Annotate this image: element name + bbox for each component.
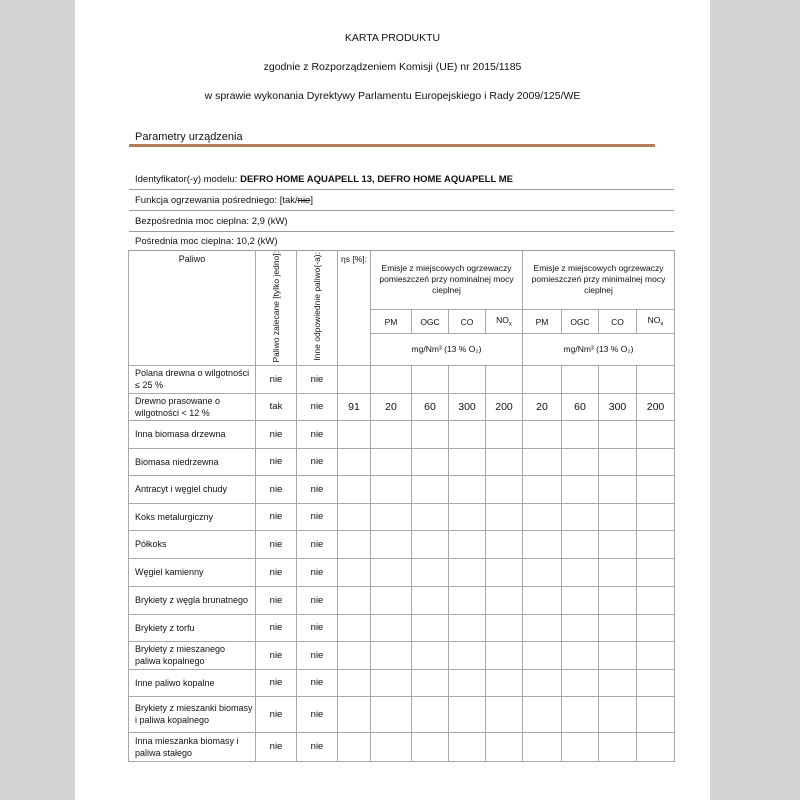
header-minimal-ogc: OGC bbox=[562, 309, 599, 333]
nominal-nox-value bbox=[486, 503, 523, 530]
direct-heat-output-row: Bezpośrednia moc cieplna: 2,9 (kW) bbox=[129, 212, 674, 232]
fuel-name: Drewno prasowane o wilgotności < 12 % bbox=[129, 393, 256, 420]
nominal-co-value bbox=[449, 475, 486, 503]
nominal-pm-value bbox=[371, 448, 412, 475]
efficiency-value bbox=[338, 503, 371, 530]
efficiency-value bbox=[338, 420, 371, 448]
header-minimal-nox: $NO_x$ bbox=[637, 309, 675, 333]
preferred-fuel-value: nie bbox=[256, 696, 297, 732]
minimal-ogc-value bbox=[562, 448, 599, 475]
efficiency-value bbox=[338, 558, 371, 586]
fuel-name: Brykiety z mieszanki biomasy i paliwa kopalnego bbox=[129, 696, 256, 732]
nominal-nox-value bbox=[486, 448, 523, 475]
fuel-row bbox=[129, 641, 675, 669]
nominal-ogc-value bbox=[412, 558, 449, 586]
other-fuel-value: nie bbox=[297, 365, 338, 393]
minimal-co-value bbox=[599, 669, 637, 696]
fuel-row bbox=[129, 732, 675, 761]
efficiency-value bbox=[338, 696, 371, 732]
minimal-nox-value bbox=[637, 503, 675, 530]
minimal-ogc-value bbox=[562, 365, 599, 393]
other-fuel-value: nie bbox=[297, 393, 338, 420]
minimal-pm-value bbox=[523, 420, 562, 448]
preferred-fuel-value: nie bbox=[256, 641, 297, 669]
efficiency-value bbox=[338, 641, 371, 669]
nominal-ogc-value bbox=[412, 696, 449, 732]
minimal-ogc-value bbox=[562, 641, 599, 669]
minimal-ogc-value: 60 bbox=[562, 393, 599, 420]
nominal-ogc-value bbox=[412, 641, 449, 669]
other-fuel-value: nie bbox=[297, 641, 338, 669]
minimal-nox-value bbox=[637, 558, 675, 586]
minimal-ogc-value bbox=[562, 475, 599, 503]
minimal-co-value bbox=[599, 732, 637, 761]
nominal-ogc-value bbox=[412, 614, 449, 641]
minimal-nox-value bbox=[637, 365, 675, 393]
fuel-row bbox=[129, 614, 675, 641]
indirect-heating-end: ] bbox=[310, 195, 313, 206]
nominal-ogc-value bbox=[412, 365, 449, 393]
nominal-nox-value bbox=[486, 732, 523, 761]
minimal-pm-value bbox=[523, 530, 562, 558]
minimal-pm-value: 20 bbox=[523, 393, 562, 420]
efficiency-value bbox=[338, 669, 371, 696]
efficiency-value bbox=[338, 448, 371, 475]
header-nominal-co: CO bbox=[449, 309, 486, 333]
preferred-fuel-value: nie bbox=[256, 732, 297, 761]
preferred-fuel-value: tak bbox=[256, 393, 297, 420]
document-subtitle-directive: w sprawie wykonania Dyrektywy Parlamentu Europejskiego i Rady 2009/125/WE bbox=[204, 90, 581, 102]
fuel-name: Węgiel kamienny bbox=[129, 558, 256, 586]
nominal-pm-value bbox=[371, 732, 412, 761]
efficiency-value: 91 bbox=[338, 393, 371, 420]
nominal-nox-value bbox=[486, 365, 523, 393]
fuel-row bbox=[129, 475, 675, 503]
minimal-nox-value bbox=[637, 614, 675, 641]
nominal-co-value bbox=[449, 614, 486, 641]
preferred-fuel-value: nie bbox=[256, 586, 297, 614]
fuel-row bbox=[129, 448, 675, 475]
nominal-pm-value bbox=[371, 641, 412, 669]
other-fuel-value: nie bbox=[297, 503, 338, 530]
other-fuel-value: nie bbox=[297, 614, 338, 641]
nominal-co-value bbox=[449, 732, 486, 761]
nominal-pm-value bbox=[371, 420, 412, 448]
minimal-pm-value bbox=[523, 365, 562, 393]
nominal-ogc-value bbox=[412, 503, 449, 530]
efficiency-value bbox=[338, 732, 371, 761]
minimal-co-value bbox=[599, 641, 637, 669]
fuel-name: Polana drewna o wilgotności ≤ 25 % bbox=[129, 365, 256, 393]
fuel-row bbox=[129, 558, 675, 586]
header-preferred-fuel-text: Paliwo zalecane [tylko jedno]: bbox=[271, 251, 281, 363]
efficiency-value bbox=[338, 475, 371, 503]
nominal-nox-value bbox=[486, 641, 523, 669]
header-preferred-fuel bbox=[256, 251, 297, 366]
minimal-co-value bbox=[599, 530, 637, 558]
minimal-nox-value bbox=[637, 641, 675, 669]
minimal-co-value bbox=[599, 586, 637, 614]
nominal-nox-value bbox=[486, 669, 523, 696]
fuel-name: Brykiety z węgla brunatnego bbox=[129, 586, 256, 614]
minimal-ogc-value bbox=[562, 558, 599, 586]
header-efficiency: ηs [%]: bbox=[338, 251, 371, 366]
efficiency-value bbox=[338, 365, 371, 393]
nominal-pm-value bbox=[371, 503, 412, 530]
fuel-name: Inna mieszanka biomasy i paliwa stałego bbox=[129, 732, 256, 761]
nominal-pm-value bbox=[371, 669, 412, 696]
preferred-fuel-value: nie bbox=[256, 475, 297, 503]
minimal-pm-value bbox=[523, 696, 562, 732]
document-page bbox=[75, 0, 710, 800]
minimal-nox-value bbox=[637, 475, 675, 503]
indirect-heating-label: Funkcja ogrzewania pośredniego: [tak/ bbox=[135, 195, 298, 206]
nominal-pm-value bbox=[371, 365, 412, 393]
nominal-co-value: 300 bbox=[449, 393, 486, 420]
nominal-nox-value bbox=[486, 558, 523, 586]
header-nominal-nox: $NO_x$ bbox=[486, 309, 523, 333]
nominal-pm-value bbox=[371, 614, 412, 641]
header-fuel: Paliwo bbox=[129, 251, 256, 366]
header-minimal-co: CO bbox=[599, 309, 637, 333]
nominal-nox-value bbox=[486, 420, 523, 448]
nominal-ogc-value bbox=[412, 448, 449, 475]
nominal-co-value bbox=[449, 530, 486, 558]
header-other-fuel bbox=[297, 251, 338, 366]
nox-subscript: x bbox=[660, 321, 664, 328]
nominal-pm-value bbox=[371, 558, 412, 586]
minimal-nox-value bbox=[637, 732, 675, 761]
minimal-co-value bbox=[599, 448, 637, 475]
header-nominal-pm: PM bbox=[371, 309, 412, 333]
preferred-fuel-value: nie bbox=[256, 420, 297, 448]
nominal-co-value bbox=[449, 696, 486, 732]
section-heading: Parametry urządzenia bbox=[135, 131, 243, 143]
minimal-pm-value bbox=[523, 614, 562, 641]
nominal-co-value bbox=[449, 365, 486, 393]
minimal-nox-value bbox=[637, 448, 675, 475]
other-fuel-value: nie bbox=[297, 530, 338, 558]
minimal-ogc-value bbox=[562, 696, 599, 732]
other-fuel-value: nie bbox=[297, 732, 338, 761]
minimal-ogc-value bbox=[562, 503, 599, 530]
minimal-nox-value bbox=[637, 669, 675, 696]
fuel-name: Półkoks bbox=[129, 530, 256, 558]
nominal-co-value bbox=[449, 641, 486, 669]
fuel-emissions-table bbox=[128, 250, 675, 762]
other-fuel-value: nie bbox=[297, 586, 338, 614]
header-nominal-emissions: Emisje z miejscowych ogrzewaczy pomieszczeń przy nominalnej mocy cieplnej bbox=[371, 251, 523, 310]
nominal-co-value bbox=[449, 669, 486, 696]
fuel-name: Antracyt i węgiel chudy bbox=[129, 475, 256, 503]
nominal-ogc-value bbox=[412, 475, 449, 503]
fuel-name: Brykiety z mieszanego paliwa kopalnego bbox=[129, 641, 256, 669]
nominal-nox-value bbox=[486, 586, 523, 614]
minimal-pm-value bbox=[523, 732, 562, 761]
nominal-nox-value bbox=[486, 475, 523, 503]
header-other-fuel-text: Inne odpowiednie paliwo(-a): bbox=[312, 252, 322, 362]
nominal-ogc-value bbox=[412, 669, 449, 696]
nominal-nox-value bbox=[486, 696, 523, 732]
indirect-heat-output-row: Pośrednia moc cieplna: 10,2 (kW) bbox=[135, 236, 278, 247]
minimal-co-value bbox=[599, 614, 637, 641]
minimal-ogc-value bbox=[562, 586, 599, 614]
minimal-ogc-value bbox=[562, 732, 599, 761]
minimal-co-value bbox=[599, 696, 637, 732]
fuel-name: Inna biomasa drzewna bbox=[129, 420, 256, 448]
minimal-co-value: 300 bbox=[599, 393, 637, 420]
minimal-nox-value bbox=[637, 586, 675, 614]
fuel-row bbox=[129, 669, 675, 696]
nominal-co-value bbox=[449, 586, 486, 614]
minimal-nox-value bbox=[637, 530, 675, 558]
fuel-row bbox=[129, 696, 675, 732]
nominal-pm-value: 20 bbox=[371, 393, 412, 420]
preferred-fuel-value: nie bbox=[256, 558, 297, 586]
efficiency-value bbox=[338, 614, 371, 641]
fuel-name: Inne paliwo kopalne bbox=[129, 669, 256, 696]
fuel-name: Koks metalurgiczny bbox=[129, 503, 256, 530]
minimal-ogc-value bbox=[562, 420, 599, 448]
fuel-name: Brykiety z torfu bbox=[129, 614, 256, 641]
minimal-co-value bbox=[599, 420, 637, 448]
minimal-pm-value bbox=[523, 586, 562, 614]
nominal-co-value bbox=[449, 503, 486, 530]
preferred-fuel-value: nie bbox=[256, 530, 297, 558]
fuel-row bbox=[129, 530, 675, 558]
fuel-name: Biomasa niedrzewna bbox=[129, 448, 256, 475]
minimal-co-value bbox=[599, 475, 637, 503]
nox-subscript: x bbox=[508, 321, 512, 328]
section-divider bbox=[129, 144, 655, 147]
fuel-row bbox=[129, 393, 675, 420]
fuel-row bbox=[129, 503, 675, 530]
efficiency-value bbox=[338, 586, 371, 614]
minimal-co-value bbox=[599, 558, 637, 586]
nominal-pm-value bbox=[371, 475, 412, 503]
nominal-ogc-value bbox=[412, 586, 449, 614]
nominal-pm-value bbox=[371, 586, 412, 614]
indirect-heating-struck-option: nie bbox=[297, 195, 311, 206]
other-fuel-value: nie bbox=[297, 558, 338, 586]
header-minimal-emissions: Emisje z miejscowych ogrzewaczy pomieszczeń przy minimalnej mocy cieplnej bbox=[523, 251, 675, 310]
nominal-nox-value bbox=[486, 614, 523, 641]
nominal-pm-value bbox=[371, 696, 412, 732]
minimal-pm-value bbox=[523, 641, 562, 669]
header-minimal-pm: PM bbox=[523, 309, 562, 333]
model-identifier-value: DEFRO HOME AQUAPELL 13, DEFRO HOME AQUAPELL ME bbox=[240, 174, 513, 185]
minimal-nox-value bbox=[637, 696, 675, 732]
preferred-fuel-value: nie bbox=[256, 448, 297, 475]
other-fuel-value: nie bbox=[297, 448, 338, 475]
minimal-nox-value bbox=[637, 420, 675, 448]
header-minimal-unit: mg/Nm³ (13 % O₂) bbox=[523, 334, 675, 365]
header-nominal-unit: mg/Nm³ (13 % O₂) bbox=[371, 334, 523, 365]
header-nominal-ogc: OGC bbox=[412, 309, 449, 333]
nominal-nox-value bbox=[486, 530, 523, 558]
nominal-co-value bbox=[449, 558, 486, 586]
model-identifier-label: Identyfikator(-y) modelu: bbox=[135, 174, 241, 185]
minimal-ogc-value bbox=[562, 530, 599, 558]
minimal-pm-value bbox=[523, 669, 562, 696]
minimal-pm-value bbox=[523, 448, 562, 475]
nominal-ogc-value bbox=[412, 732, 449, 761]
nominal-ogc-value bbox=[412, 530, 449, 558]
minimal-ogc-value bbox=[562, 614, 599, 641]
minimal-co-value bbox=[599, 503, 637, 530]
document-subtitle-regulation: zgodnie z Rozporządzeniem Komisji (UE) nr 2015/1185 bbox=[263, 61, 522, 73]
preferred-fuel-value: nie bbox=[256, 614, 297, 641]
minimal-ogc-value bbox=[562, 669, 599, 696]
other-fuel-value: nie bbox=[297, 696, 338, 732]
minimal-nox-value: 200 bbox=[637, 393, 675, 420]
model-identifier-row bbox=[129, 170, 674, 190]
minimal-pm-value bbox=[523, 503, 562, 530]
nominal-ogc-value: 60 bbox=[412, 393, 449, 420]
nominal-ogc-value bbox=[412, 420, 449, 448]
minimal-pm-value bbox=[523, 475, 562, 503]
indirect-heating-row bbox=[129, 191, 674, 211]
nominal-pm-value bbox=[371, 530, 412, 558]
preferred-fuel-value: nie bbox=[256, 503, 297, 530]
preferred-fuel-value: nie bbox=[256, 365, 297, 393]
nominal-co-value bbox=[449, 448, 486, 475]
fuel-row bbox=[129, 586, 675, 614]
document-title: KARTA PRODUKTU bbox=[344, 32, 441, 44]
nominal-nox-value: 200 bbox=[486, 393, 523, 420]
minimal-pm-value bbox=[523, 558, 562, 586]
preferred-fuel-value: nie bbox=[256, 669, 297, 696]
minimal-co-value bbox=[599, 365, 637, 393]
other-fuel-value: nie bbox=[297, 669, 338, 696]
fuel-row bbox=[129, 420, 675, 448]
nominal-co-value bbox=[449, 420, 486, 448]
fuel-row bbox=[129, 365, 675, 393]
other-fuel-value: nie bbox=[297, 475, 338, 503]
other-fuel-value: nie bbox=[297, 420, 338, 448]
efficiency-value bbox=[338, 530, 371, 558]
